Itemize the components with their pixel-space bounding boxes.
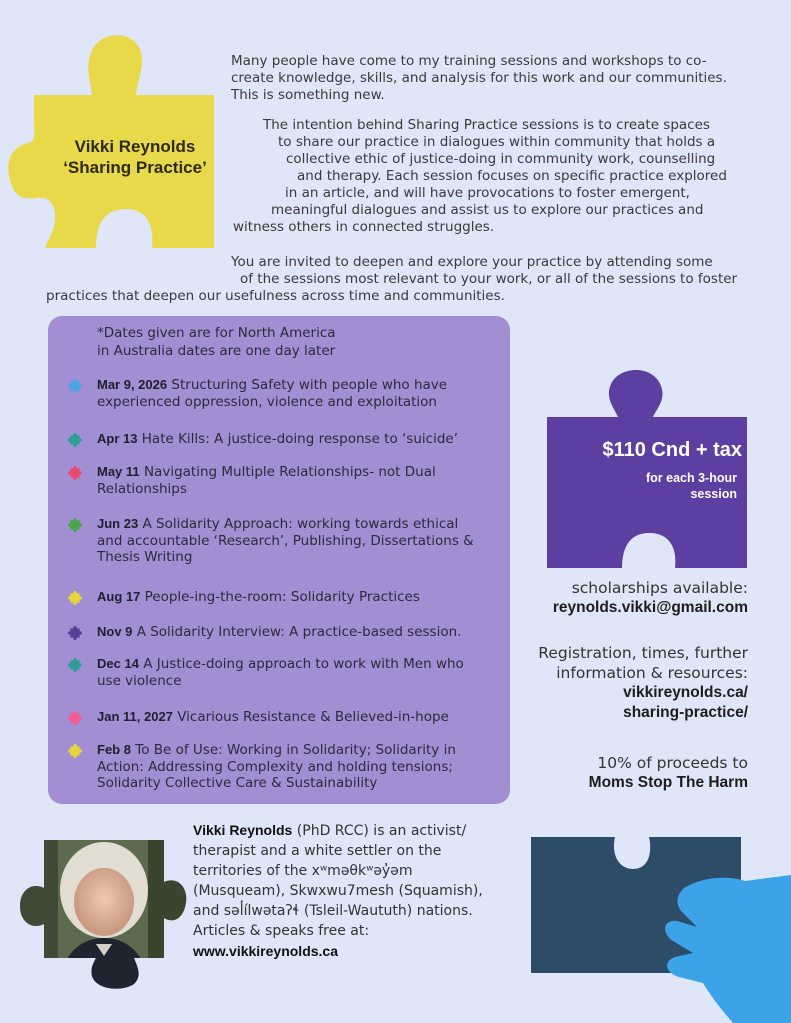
session-title: A Solidarity Interview: A practice-based session.	[136, 624, 462, 640]
title-line-1: Vikki Reynolds	[74, 137, 196, 156]
intro-text: The intention behind Sharing Practice sessions is to create spaces	[263, 117, 710, 133]
intro-text: collective ethic of justice-doing in community work, counselling	[286, 151, 716, 167]
scholarships-block	[553, 578, 748, 618]
intro-text: in an article, and will have provocations to foster emergent,	[285, 185, 690, 201]
proceeds-org: Moms Stop The Harm	[588, 774, 748, 791]
registration-line: information & resources:	[556, 664, 748, 682]
intro-paragraph-2	[231, 117, 741, 236]
session-date: Feb 8	[97, 742, 131, 757]
puzzle-icon	[66, 626, 84, 640]
title	[40, 136, 230, 178]
intro-paragraph-1	[231, 53, 727, 104]
bio-block	[193, 820, 483, 961]
session-text	[97, 589, 486, 606]
session-item	[66, 656, 486, 689]
intro-text: to share our practice in dialogues within community that holds a	[278, 134, 716, 150]
session-item	[66, 377, 486, 410]
puzzle-icon	[66, 658, 84, 672]
proceeds-block	[589, 753, 748, 793]
intro-text: practices that deepen our usefulness across time and communities.	[46, 288, 505, 304]
session-title: Structuring Safety with people who have experienced oppression, violence and exploitation	[97, 377, 448, 410]
puzzle-icon	[66, 744, 84, 758]
bio-name: Vikki Reynolds	[193, 822, 293, 838]
session-text	[97, 464, 486, 497]
session-item	[66, 624, 486, 641]
session-title: A Solidarity Approach: working towards ethical and accountable ‘Research’, Publishing, Dissertations & Thesis Writing	[97, 516, 474, 565]
puzzle-icon	[66, 466, 84, 480]
note-line: in Australia dates are one day later	[97, 343, 336, 359]
session-text	[97, 516, 486, 566]
session-title: Navigating Multiple Relationships- not Dual Relationships	[97, 464, 436, 497]
puzzle-icon	[66, 591, 84, 605]
session-date: Apr 13	[97, 431, 138, 446]
portrait-photo	[18, 840, 190, 990]
price-puzzle-piece	[543, 368, 749, 570]
registration-block	[538, 643, 748, 723]
session-item	[66, 464, 486, 497]
session-title: A Justice-doing approach to work with Men who use violence	[97, 656, 464, 689]
session-text	[97, 431, 486, 448]
puzzle-icon	[66, 433, 84, 447]
intro-text: and therapy. Each session focuses on specific practice explored	[297, 168, 727, 184]
session-date: Jan 11, 2027	[97, 709, 173, 724]
session-title: Hate Kills: A justice-doing response to ‘suicide’	[141, 431, 458, 447]
session-date: May 11	[97, 464, 140, 479]
session-item	[66, 589, 486, 606]
session-text	[97, 742, 486, 792]
price-details	[560, 470, 737, 502]
session-date: Jun 23	[97, 516, 139, 531]
session-date: Nov 9	[97, 624, 133, 639]
intro-paragraph-3	[46, 254, 746, 305]
registration-url-link[interactable]: vikkireynolds.ca/	[623, 684, 748, 701]
title-puzzle-piece	[0, 0, 240, 255]
session-item	[66, 709, 486, 726]
hand-puzzle-illustration	[523, 833, 791, 1023]
session-item	[66, 516, 486, 566]
session-text	[97, 377, 486, 410]
session-title: People-ing-the-room: Solidarity Practices	[144, 589, 420, 605]
intro-text: Many people have come to my training sessions and workshops to co-	[231, 53, 707, 69]
session-text	[97, 656, 486, 689]
puzzle-icon	[66, 518, 84, 532]
intro-text: meaningful dialogues and assist us to explore our practices and	[271, 202, 704, 218]
price-detail-line: session	[690, 487, 737, 501]
title-line-2: ‘Sharing Practice’	[63, 158, 207, 177]
intro-text: create knowledge, skills, and analysis for this work and our communities.	[231, 70, 727, 86]
session-title: Vicarious Resistance & Believed-in-hope	[177, 709, 449, 725]
bio-text: (PhD RCC) is an activist/ therapist and a white settler on the territories of the xʷməθkʷəy̓əm (Musqueam), Skwxwu7mesh (Squamish), and səl̓ílwətaʔɬ (Tsleil-Waututh) nations. Articles & speaks free at:	[193, 823, 483, 939]
session-title: To Be of Use: Working in Solidarity; Solidarity in Action: Addressing Complexity and holding tensions; Solidarity Collective Care & Sustainability	[97, 742, 456, 791]
intro-text: of the sessions most relevant to your work, or all of the sessions to foster	[240, 271, 738, 287]
note-line: *Dates given are for North America	[97, 325, 336, 341]
intro-text: You are invited to deepen and explore your practice by attending some	[231, 254, 713, 270]
intro-text: This is something new.	[231, 87, 385, 103]
proceeds-line: 10% of proceeds to	[597, 754, 748, 772]
price-amount: $110 Cnd + tax	[602, 439, 742, 461]
intro-text: witness others in connected struggles.	[233, 219, 495, 235]
registration-url-link-2[interactable]: sharing-practice/	[623, 704, 748, 721]
session-text	[97, 709, 486, 726]
registration-line: Registration, times, further	[538, 644, 748, 662]
session-item	[66, 431, 486, 448]
scholarships-label: scholarships available:	[571, 579, 748, 597]
bio-website-link[interactable]: www.vikkireynolds.ca	[193, 943, 338, 959]
dates-note	[97, 324, 336, 360]
price-detail-line: for each 3-hour	[646, 471, 737, 485]
scholarships-email-link[interactable]: reynolds.vikki@gmail.com	[552, 599, 748, 616]
session-date: Mar 9, 2026	[97, 377, 168, 392]
session-date: Aug 17	[97, 589, 141, 604]
puzzle-icon	[66, 711, 84, 725]
session-date: Dec 14	[97, 656, 139, 671]
session-item	[66, 742, 486, 792]
puzzle-icon	[66, 379, 84, 393]
session-text	[97, 624, 486, 641]
